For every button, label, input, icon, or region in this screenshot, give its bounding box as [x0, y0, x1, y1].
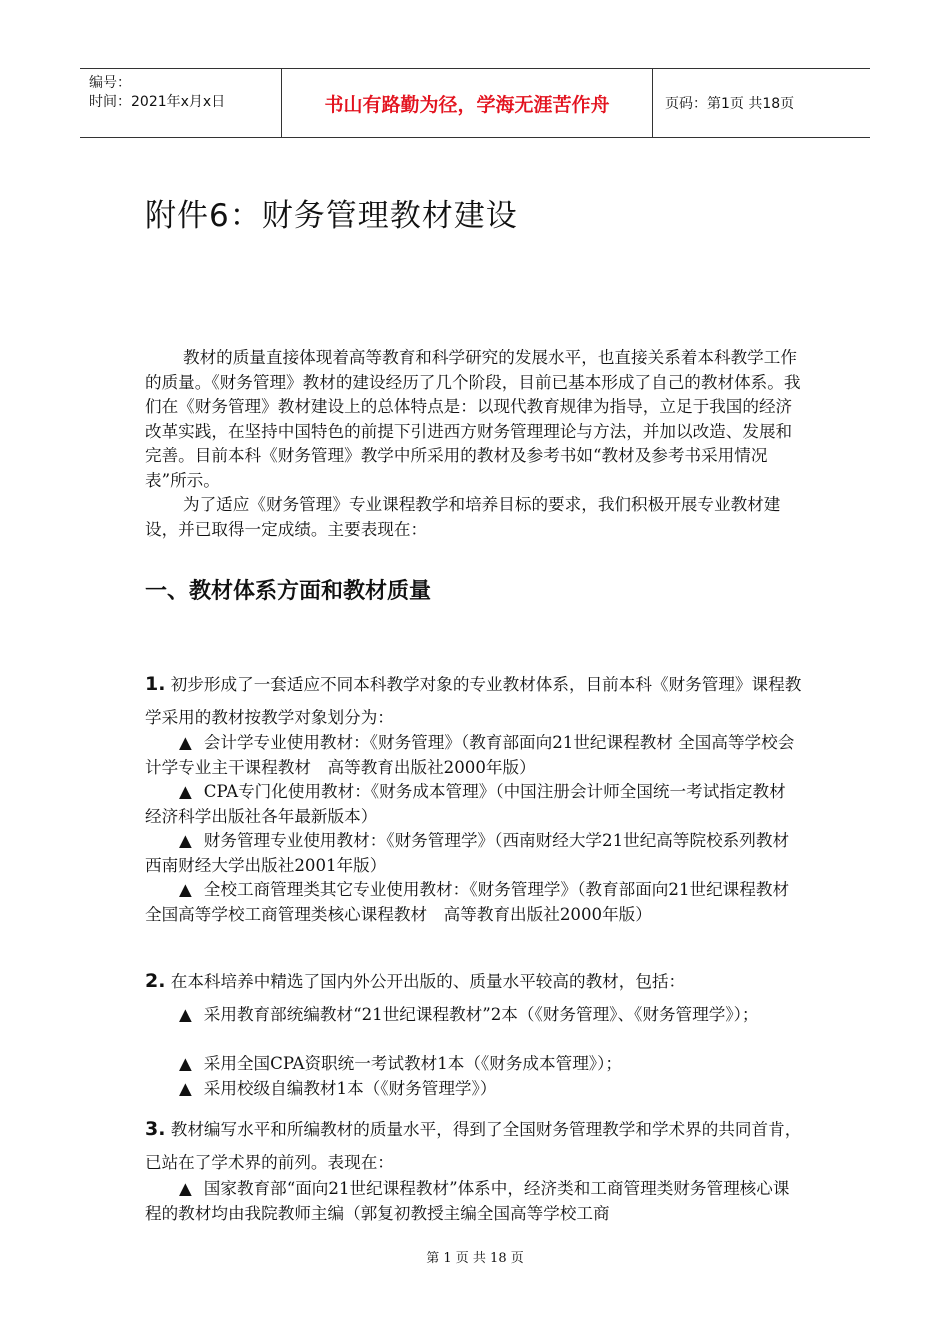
item-2-bullet-1: ▲ 采用教育部统编教材“21世纪课程教材”2本（《财务管理》、《财务管理学》）；: [145, 1003, 805, 1028]
triangle-bullet-icon: ▲: [179, 1179, 192, 1198]
item-1-bullet-3: ▲ 财务管理专业使用教材：《财务管理学》（西南财经大学21世纪高等院校系列教材 西南财经大学出版社2001年版）: [145, 831, 806, 875]
header-page-info-cell: [653, 69, 870, 137]
number-label: 编号：: [89, 75, 131, 91]
triangle-bullet-icon: ▲: [179, 880, 192, 899]
triangle-bullet-icon: ▲: [179, 782, 192, 801]
item-3-bullet-1: ▲ 国家教育部“面向21世纪课程教材”体系中，经济类和工商管理类财务管理核心课程的教材均由我院教师主编（郭复初教授主编全国高等学校工商: [145, 1179, 790, 1223]
item-1-bullet-1: ▲ 会计学专业使用教材：《财务管理》（教育部面向21世纪课程教材 全国高等学校会计学专业主干课程教材 高等教育出版社2000年版）: [145, 733, 795, 777]
header-motto: 书山有路勤为径，学海无涯苦作舟: [282, 69, 653, 137]
item-3-body: 教材编写水平和所编教材的质量水平，得到了全国财务管理教学和学术界的共同首肯，已站在了学术界的前列。表现在：: [145, 1120, 802, 1172]
triangle-bullet-icon: ▲: [179, 1054, 192, 1073]
triangle-bullet-icon: ▲: [179, 1079, 192, 1098]
header-table: [80, 68, 870, 138]
item-1-body: 初步形成了一套适应不同本科教学对象的专业教材体系，目前本科《财务管理》课程教学采用的教材按教学对象划分为：: [145, 675, 802, 727]
date-label: 时间：2021年x月x日: [89, 94, 226, 110]
header-meta-cell: [80, 69, 282, 137]
item-3-text: [145, 1113, 805, 1179]
item-2-bullet-2: ▲ 采用全国CPA资职统一考试教材1本（《财务成本管理》）；: [145, 1052, 805, 1077]
item-2-text: [145, 965, 805, 998]
section-heading: 一、教材体系方面和教材质量: [145, 579, 432, 604]
triangle-bullet-icon: ▲: [179, 1005, 192, 1024]
item-1-bullet-2: ▲ CPA专门化使用教材：《财务成本管理》（中国注册会计师全国统一考试指定教材 经济科学出版社各年最新版本）: [145, 782, 803, 826]
triangle-bullet-icon: ▲: [179, 831, 192, 850]
item-2-number: 2.: [145, 970, 166, 992]
item-3-number: 3.: [145, 1118, 166, 1140]
intro-paragraph-2: 为了适应《财务管理》专业课程教学和培养目标的要求，我们积极开展专业教材建设，并已取得一定成绩。主要表现在：: [145, 495, 781, 539]
page-title: 附件6：财务管理教材建设: [145, 198, 518, 234]
item-1-text: [145, 668, 805, 734]
page-footer: 第 1 页 共 18 页: [426, 1251, 524, 1266]
intro-paragraph-1: 教材的质量直接体现着高等教育和科学研究的发展水平，也直接关系着本科教学工作的质量。《财务管理》教材的建设经历了几个阶段，目前已基本形成了自己的教材体系。我们在《财务管理》教材建设上的总体特点是：以现代教育规律为指导，立足于我国的经济改革实践，在坚持中国特色的前提下引进西方财务管理理论与方法，并加以改造、发展和完善。目前本科《财务管理》教学中所采用的教材及参考书如“教材及参考书采用情况表”所示。: [145, 348, 801, 490]
page-info: 页码：第1页 共18页: [665, 96, 795, 112]
triangle-bullet-icon: ▲: [179, 733, 192, 752]
item-1-bullet-4: ▲ 全校工商管理类其它专业使用教材：《财务管理学》（教育部面向21世纪课程教材 全国高等学校工商管理类核心课程教材 高等教育出版社2000年版）: [145, 880, 806, 924]
item-2-bullet-3: ▲ 采用校级自编教材1本（《财务管理学》）: [145, 1077, 805, 1102]
item-1-number: 1.: [145, 673, 166, 695]
item-2-body: 在本科培养中精选了国内外公开出版的、质量水平较高的教材，包括：: [170, 972, 686, 991]
